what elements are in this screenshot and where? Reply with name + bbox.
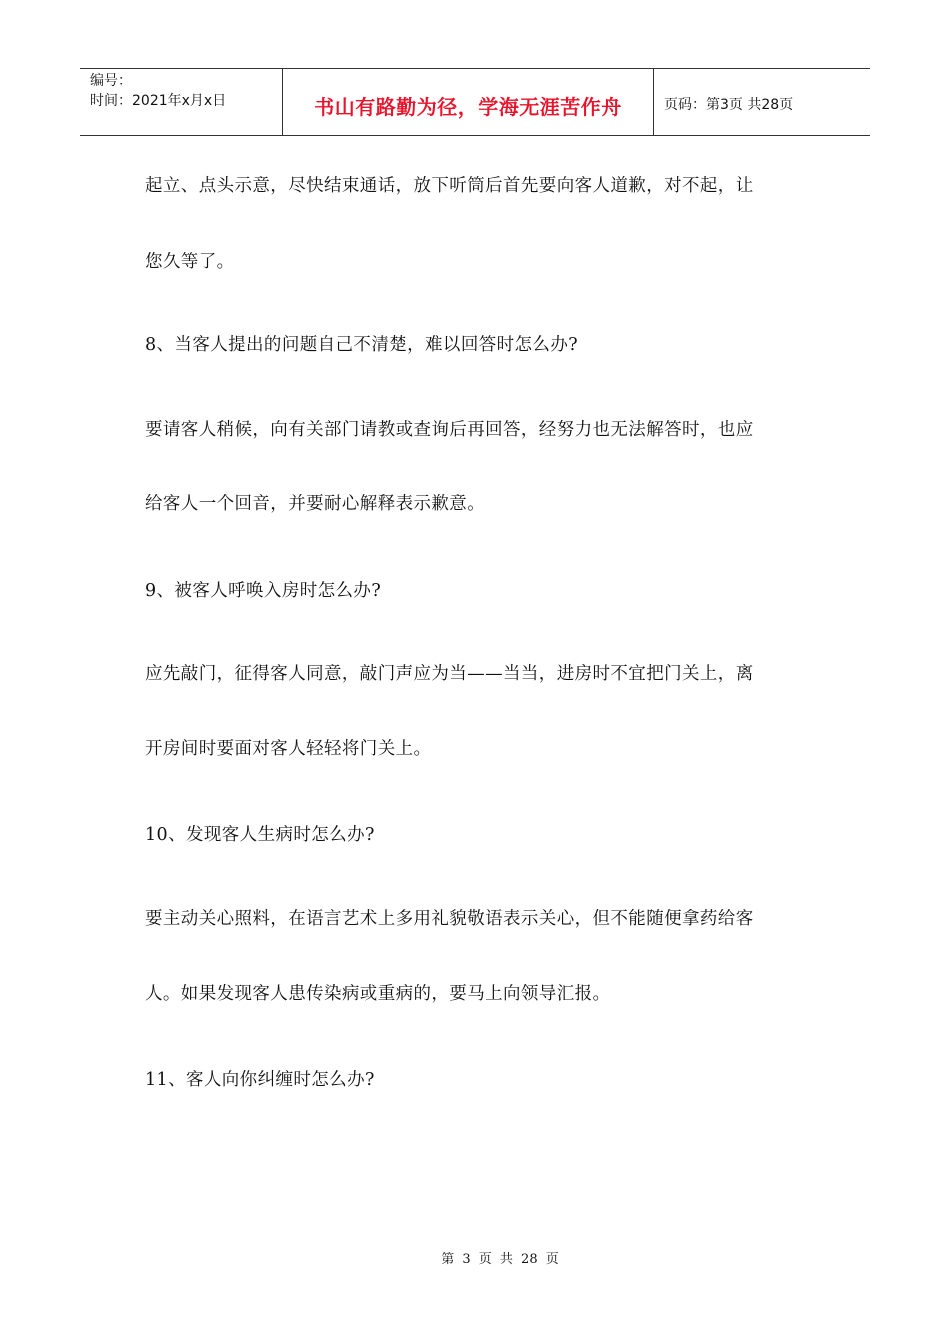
number-label: 编号：	[90, 73, 132, 89]
document-header	[80, 68, 870, 136]
motto-text: 书山有路勤为径，学海无涯苦作舟	[314, 94, 622, 119]
page-info: 页码：第3页 共28页	[664, 97, 794, 113]
question-heading: 10、发现客人生病时怎么办?	[145, 825, 375, 845]
body-line: 给客人一个回音，并要耐心解释表示歉意。	[145, 494, 486, 514]
body-line: 要请客人稍候，向有关部门请教或查询后再回答，经努力也无法解答时，也应	[145, 420, 754, 440]
question-heading: 9、被客人呼唤入房时怎么办?	[145, 581, 382, 601]
body-line: 要主动关心照料，在语言艺术上多用礼貌敬语表示关心，但不能随便拿药给客	[145, 909, 754, 929]
body-line: 您久等了。	[145, 252, 235, 272]
question-heading: 8、当客人提出的问题自己不清楚，难以回答时怎么办?	[145, 335, 579, 355]
header-motto-cell	[282, 69, 654, 135]
body-line: 起立、点头示意，尽快结束通话，放下听筒后首先要向客人道歉，对不起，让	[145, 176, 754, 196]
header-meta	[80, 69, 282, 135]
body-line: 开房间时要面对客人轻轻将门关上。	[145, 739, 432, 759]
body-line: 人。如果发现客人患传染病或重病的，要马上向领导汇报。	[145, 984, 611, 1004]
body-line: 应先敲门，征得客人同意，敲门声应为当——当当，进房时不宜把门关上，离	[145, 664, 754, 684]
time-label: 时间：2021年x月x日	[90, 93, 227, 109]
question-heading: 11、客人向你纠缠时怎么办?	[145, 1070, 375, 1090]
header-page-cell	[654, 69, 870, 135]
page-footer: 第 3 页 共 28 页	[441, 1252, 559, 1267]
